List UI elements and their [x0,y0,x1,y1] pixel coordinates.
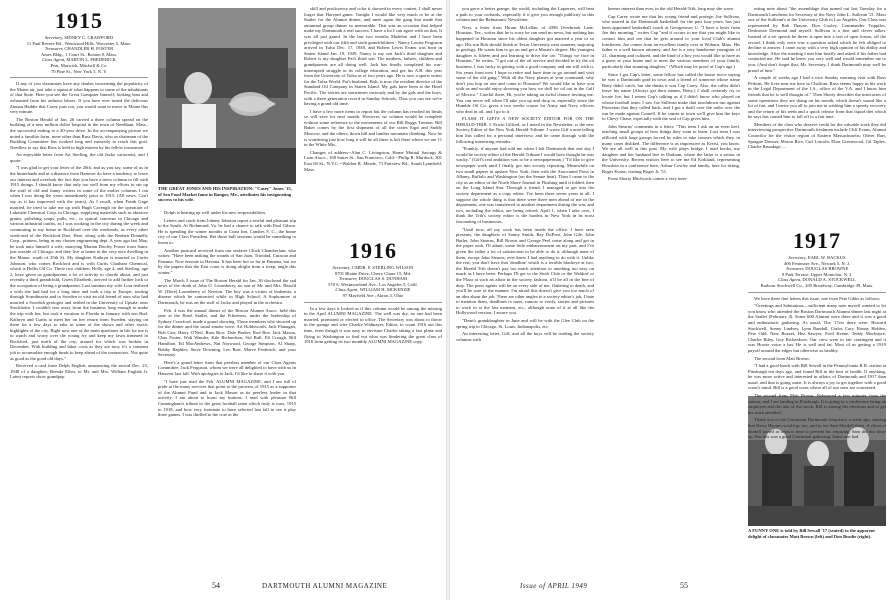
paragraph: In a few days it looked as if this column would be among the missing in the April ALUMNI MAGAZINE. The well was dry, no one had been married, promoted or elected to office. The Secretary was about to throw in the sponge and wire Charlie Widmayer, Editor, to count 1916 out this time, even though it was easy to envision Charlie taking a fast plane and flying to Washington to find out what was hindering the great class of 1916 from getting its two monthly ALUMNI MAGAZINE copy. [304,305,442,345]
issue-label: Issue of APRIL 1949 [520,582,588,590]
paragraph: The Boston Herald of Jan. 26 carried a three column spread on the building of a new million dollar hospital in the town of Needham, Mass., the successful ending to a 40-year drive. In the accompanying picture we noted a familiar form, none other than Russ Davis, who as chairman of the Building Committee has worked long and earnestly to reach this goal. Needless to say that Russ is held in high esteem by his fellow townsmen. [10,116,148,150]
officer-role: Class Agent, [778,277,803,283]
officer-role: Treasurer, [338,276,359,282]
officer-name: 8701 Blaine Drive, Chevy Chase 15, Md. [334,270,412,276]
paragraph: "Dean's granddaughter in June and will be with the Glee Club on the spring trip to Chicago, St. Louis, Indianapolis, etc. [456,318,594,329]
paragraph: I have a few more items to report but the column has reached its limits so will save for next month. However, no column would be complete without some reference to the movements of our Bill Ruggs Trenton. Bill Baker comes by the first shipment of all the crates Eqpt and Suddy Moscow, and the others, down hill and lumber mountain climbing. Now he is wondering just how long it will be all there is left there where we are 11 in the White Mts. [304,108,443,148]
officer-name: CMDR. F. STERLING WILSON [352,265,414,270]
left-column-3-bottom [304,236,442,556]
left-column-2 [158,210,296,550]
paragraph: Members of the class who deserve credit for the valuable work they did interviewing prospective Dartmouth freshmen include Cliff Evans, Alumni Councilor for the visitor region of Eastern Massachusetts; Oliver Barr, Sprague Dresser, Mason Rice, Carl Lincoln, Elias Greenwood, Gil Taplev, Charlie Brundage, ... [748,121,886,150]
officer-name: DOUGLAS S. DUNHAM [358,276,408,282]
class-year-1917: 1917 [793,228,841,253]
paragraph: Thank you to the Cincinnati Dartmouth frequency a week ago, sensing that Harry Haynes would go too, and to see Sam Mardell there. A client of Sardell joined in town is time to prevent his requiring. Sam did not show up. But this was a good Cincinnati gathering. Some one had [748,417,886,440]
class-notes-right-col3 [748,6,886,150]
paragraph: FLASH IT GIFTS A NEW SOCIETY EDITOR FOR ON THE HERALD-TRIB. J. Erwin Gilford, as I noted in the Newsletter, is the new Society Editor of the New York Herald-Tribune. I wrote Giff a note telling him this called for a personal interview, and he came through with the following interesting remarks: [456,116,594,144]
divider [10,77,148,78]
page-number-right: 55 [680,581,688,590]
paragraph: keener interest than ever, in the old Herald-Trib, long may she wave. [608,6,735,11]
divider [748,292,886,293]
officer-name: CHANDLER H. FOSTER [64,46,114,52]
officer-name: EARL W. BACKUS [807,255,846,260]
paragraph: From Shorty Hitchcock comes a very inter- [608,176,688,182]
officers-1916 [304,265,442,299]
officer-role: Treasurer, [785,266,806,272]
paragraph: An interesting letter, Giff, and all the boys will be reading the society columns with [456,331,594,342]
officer-name: Barbour Stockwell Co., 205 Broadway, Cambridge 39, Mass. [760,282,874,288]
paragraph: skill and proficiency and color it showed in every contest. I shall never forget that Harvard game. Tonight I would like very much to be at the Statler for the Alumni dinner, and meet again the gang that made that autumnal group dinner so memorable. That was an occasion that helped make my Dartmouth a real success. I have a lot I can agree with on that, It was all just grand. In the last two months Madelon and I have been privileged with our fifth and sixth grandchildren - Nancy Louise Ferguson arrived in Tulsa Dec. 17, 1948, and Robert Lewis Evans was born in Staten Island Jan. 19, 1949. Nancy is my son Jack's third daughter and Robert is my daughter Pat's third son. The mothers, fathers, children and grandparents are all doing well. Jack has finally completed his war-interrupted struggle in its college education, and got his A.B. this year from the University of Tulsa as of two years ago. He is now a sports writer for the Tulsa World. Pat's husband, Bob, is now the resident director of the Standard Oil Company in Staten Island. My gals have been at the Hotel Pacific. The stories are sometimes curiously and by the gals and the boys, with a three generation record in Sunday Schools, Thus you can see we're having a grand old time. [304,6,442,107]
page-gutter [446,0,450,600]
paragraph: Letters and cards from Johnny Johnson report a restful and pleasant trip to the South. At Richmond, Va. he had a chance to talk with Paul Gilson. He is spending the winter months at Coast Inn, Candies S. C., the home city of our Class President. Bet those bull sessions would be something to listen to. [158,217,296,245]
officer-name: Peat, Marwick, Mitchell & Co. [50,62,108,68]
paragraph: "I had a good lunch with Bill Sewall in the Pennsylvania R.R. station at Pittsburgh ten days ago, and found Bill in the best of health. If anything, he was more active and interested in affairs of Dartmouth and 1917 than usual, and that is going some. It is always a joy to get together with a good scout's mind. Bill is a good scout where all of our sons are concerned. [748,363,886,391]
paragraph: Received a card from Delph English, announcing the arrival Dec. 23, 1948 of a daughter, Brenda Ellen, to Mr. and Mrs. William English Jr. Latest reports show grandpop [10,363,148,380]
paragraph: Feb. 4 was the annual dinner of the Boston Alumni Assoc. held this year at the Hotel Statler, and the Fifteeners, under the leadership of Sydney Crawford, made a grand showing. Those members who showed up for the dinner and the usual smoke were: Art Holdsworth, Jack Flanagan, Bob Carr, Harry O'Neil, Russ Rice, Dale Barker, Rod Boe, Jack Mason, Chas Foster, Walt Wander, Kile Richardson, Sid Bull, Eli Crough, Bill Hamilton, Ed MacAndrews, Nat Norwood, George Simpson, Al Sharp, Bobby Raphlev, Steve Downing, Leo Burt, Marve Frederick, and your Secretary. [158,307,296,358]
photo-caption-left: THE GREAT JONES AND HIS INSPIRATION: "Casey" Jones '15, of Sea Food Market fame in Bangor, Me., attributes his invigorating success to his wife. [158,186,292,203]
paragraph: esting note about "the assemblage that turned out last Tuesday for a Dartmouth Luncheon for Secretary of the Navy John L. Sullivan '21. Mass one of the Sullivan's at the University Club in Los Angeles. Our Class was represented by Bob Thayne, Don Cooley, Commander Trippilos, Desbrosse Deemond and myself. Sullivan is a fine and clever talker. Instead of a set speech he threw it open into a sort of open forum, off the record. I think only once was a question asked which he felt obliged to decline to answer. I came away with a very high opinion of his ability and knowledge. After the meeting I met him briefly and asked if his father had contacted me. He said he knew you very well and would remember me to you. (And don't forget that, Mr. Secretary, I think Dartmouth may well be proud of him." [748,6,886,73]
paragraph: Another postcard received from our seafarer Chick Chamberlain, who writes: "Have been making the rounds of San Juan, Trinidad, Curacao and Panama. Now enroute to Havana. It has been hot so far in Panama, but we by the papers that the East coast is doing alright from a steep, angle this winter." [158,247,296,275]
paragraph: John Stearns' comments in a letter: "This term I ask on an even keel, teaching small groups of how things they want to learn. Last term I was afflicted with large groups forced by rules to take courses which they, in many cases disliked. The difference is as impressive as Kreisl, you know. We are all well at this post. My wife plays bridge, I read books, my daughter and her husband live in Durham, where the latter is a senior in the University. Recent visitors here to see me Ed Kirkland, representing Bowdoin in a conference here, Arthur Cowley and family, here for skiing, Roger Evans, visiting Roger Jr. '51. [602,123,740,174]
officer-name: 70 Pine St., New York 5, N. Y. [50,68,108,74]
paragraph: We have three fine letters this issue, one from Pete Gibbs as follows: [754,295,881,301]
paragraph: Next, a letter from Hiram McLellan, of 4396 Overbrook Lane, Houston, Tex., writes that he is sorry he can send no news, but nothing has happened in Houston since his oldest daughter got married a year or so ago. His son Bob should finish at Texas University next summer, majoring in geology. He wants him to go on and get a Master's degree. His youngest daughter is fifteen and just learning to drive the car. "Things we face in Houston," he writes, "I got out of the oil service and decided to try the oil business. I was lucky in getting with a good company and am still with it. Six years from now I hope to retire and have time to go around and visit some of the old gang." With all the Navy planes at your command, why don't you hop on one and come to Houston? We would like to have you with us and would enjoy showing you how we drill for oil out in the Gulf of Mexico." Careful there, Hi, you're taking an awful chance inviting me. You can never tell when I'll take you up and drop in, especially since the Humble Oil Co. gives a two weeks course for Army and Navy officers who deal in oil, and I go to it. [456,24,594,114]
officer-role: Secretary, [332,265,353,270]
right-column-3-bottom [748,226,886,440]
paragraph: An enjoyable letter from Art Sterling, the old Jacko cartoonist, and I quote: [10,152,148,163]
paragraph: "Frankly, if anyone had told me when I left Dartmouth that one day I would be society editor of the Herald Tribune I would have thought he was wacky." (Giff's real ambition was to be a newspaperman.) "I'd like to give newspaper work until I finally got into society reporting. Meanwhile on two small papers in upstate New York, then with the Associated Press in Albany, Buffalo and Washington (on the Senate beat). Then I came to the city as an editor of the North Shore Journal in Flushing until it folded, then on the Long Island Star. Through a friend, I managed to get into the society department as a copy editor. I've been there seven years in all. I suppose the whole thing is that there were three men ahead of me in the department, one was transferred to another department during the war, and two, including the editor, are being retired. April 1, when I take over, I think the Trib's society editor is the hardest in New York in its most fascinating of businesses. [456,146,594,224]
paragraph: "I was glad to get your letter of the 20th, and as you say, some of us in the hinterlands and at a distance from Hanover do have a tendency to leave our interest and overlook the fact that you have a news column to fill with 1915 doings. I should know that only too well from my efforts to stir up the stuff of old and funny writers in some of the earlier columns I ran when I was doing the years immediately prior to 1915. (All news. Can't say as it has improved with the years). As I recall, when Frank Gage married, he tried to take me up with Hugh Cavengh on the operation of Lakeside Chemical Corp. in Chicago, supplying materials such as abrasive grains, polishing soaps, pulls, etc., to optical concerns in Chicago and various industrial outfits, as I was working in the city during the week and commuting to my home in Rockford over the weekends, as every other week-end of the Rockford Dart. Here, along with the Reuben Donnelly Corp., printers, being in my chosen engineering dept. A year ago last May, he took unto himself a wife, marrying Marian Dooley Fraser from Saint, just outside of Chicago, and they live at home in the very nice dwelling in the Manor, south of 35th St. My daughter Kathryn is married to Curtis Johnson, who comes Rockford and is with Curtis Chatham Chemical, which is Hollis Oil Co. These two children, Holly, age 4, and Sterling, age 2, have given us grandparents a lot of activity to chortle about, and just recently a third grandchild, Gwen Elizabeth, arrived to add further luck to the occupation of being a grandparent. Last summer my wife Lora realized a wish she had had for a long time and took a trip to Europe, touring through Scandinavia and to Sweden to visit an old friend of ours who had married a Swedish geologist and settled in the University of Upsala, near Stockholm. I couldn't tear away from the business long enough to make the trip with her, but took a vacation to Florida in January with son Bud. Kathryn and Curtis to meet her on her return from Sweden, staying on there for a few days to take in some of the shows and other exotic highlights of the city. Right now one of the main questions in life for me is to watch and worry over the young fry and keep my lawn trimmed in Rockford, just north of the city, around for which was broken in December. With building and labor costs as they are now, it's a constant job to accumulate enough funds to keep ahead of the contractors. Not quite as good as the good old days." [10,165,148,361]
officer-role: Class Agent, [42,57,67,63]
officers-1915 [10,35,148,74]
right-column-1 [456,6,594,558]
paragraph: The second from Matt Brown: [754,355,810,361]
officer-name: 406 Fenimore Ave., Newark 5, N. J. [783,260,851,266]
paragraph: Here's a grand letter from that peerless member of our Class Agents Committee, Jack Ferguson, whom we were all delighted to have with us in Hanover last fall. With apologies to Jack, I'd like to share it with you. [158,359,296,377]
class-notes-1917 [748,296,886,440]
class-notes-right-col1 [456,6,594,342]
magazine-footer: DARTMOUTH ALUMNI MAGAZINE [262,582,388,590]
paragraph: Changes of address--Alan C. Livingston, Home Mutual Savings & Loan Assoc., 168 Sutter St., San Francisco, Calif.--Philip R. Murdock, 301 East 69 St., N.Y.C.--Waldon R. Meade, 73 Fairview Rd., South Lynnfield, Mass. [304,149,442,172]
paragraph: Since I got Cap's letter, some fellow has called the house twice saying he was a Dartmouth grad in town and a friend of someone whose name Betty didn't catch, but she thinks it was Cap Carey. Also, the caller didn't leave his name (Always get their names, Betty.) I shall certainly try to locate Joe, but I resent Cap's talking as if I didn't know who played on whose football team. I saw Joe Sullivan make that touchdown run against Princeton that they called back, and I got a thrill over the radio over the run he made against Cornell. If he comes to town we'll give him the keys to Chevy Chase, especially with the seal of Cap gives him. [602,71,740,122]
officer-name: 97 Mayfield Ave., Akron 3, Ohio [342,292,404,298]
officer-role: Secretary, [44,35,65,40]
photo-caption-right: A FUNNY ONE is told by Bill Sewall '17 (seated) to the apparent delight of classmates Matt Brown (left) and Don Brodie (right). [748,528,875,539]
paragraph: If any of you classmates have any doubts concerning the popularity of the Maine air, just take a squint at what happens to some of the inhabitants of that State. Here you see the Great Gompster himself, looking lean and exhausted from his arduous labors. If you have ever tasted the delicious Zinnan Haddie that Casey puts out, you would want to move to Maine this very minute. [10,81,148,115]
class-notes-col2 [158,210,296,418]
paragraph: Dolph is bearing up well under his new responsibilities. [164,210,267,215]
officer-name: DOUGLAS BROWNE [805,266,849,272]
officer-role: Class Agent, [335,287,360,293]
paragraph: Cap Carey wrote me that his young friend and protege, Joe Sullivan, who starred in the Dartmouth basketball for the past four years, has just been appointed basketball coach at Georgetown U. "I have a letter from Joe this morning," writes Cap "and it occurs to me that you might like to contact him and see that he gets around to your local Club's alumni luncheons. Joe comes from an excellent family over in Woburn, Mass. His father is a well known attorney, and Joe is a very handsome youngster of 21, charming and cultured, and the kind of a boy you would like to have as a guest at your home and to meet the various members of your family, particularly that stunning daughter." (Which may be proof of Cap's age.) [602,13,740,69]
officer-name: Ames Bldg., 1 Court St., Boston 8, Mass. [40,51,118,57]
class-notes-1916 [304,306,442,345]
photo-illustration [158,8,296,184]
officer-name: SIDNEY C. CRAWFORD [64,35,114,40]
class-officer-line [10,69,148,75]
paragraph: "Greetings and Salutations—sufficient many note myself wanted to let you know who attended the Boston Dartmouth Alumni dinner last night at the Statler (February 4). Some 600 Alumni were there and it was a good and enthusiastic gathering. As usual, The '17ers there were: Howard Stockwell, Sonny Lindsey, Lynn Randall, Carlos Cary, Ronny Holden, Pete Odd, Nate Buzzet, Hez Sawyer, Ford Keene, Teddy MacIntyre, Charlie Riley, Guy Richardson. Our crew were in fair contingent and it was Howie voice a hat. He is well and fat. Most of us getting a 1919 payoff around the edges but otherwise as healthy. [748,303,886,353]
left-column-3-top [304,6,442,234]
officer-name: 570 S. Westmoreland Ave., Los Angeles 5, Calif. [328,281,418,287]
left-column-1 [10,6,148,382]
class-officer-line [304,293,442,299]
class-notes-1915 [10,81,148,380]
class-year-1916: 1916 [349,238,397,263]
officer-name: 11 Paul Revere Rd., Westwood Hills. Worcester 5, Mass. [26,40,132,46]
class-year-1915: 1915 [55,8,103,33]
officer-name: WILLIAM H. MCKENZIE [359,287,411,293]
paragraph: "I have just read the Feb. ALUMNI MAGAZINE, and I am full of pride at the many services that point to the prowess of 1915 as a supporter of the Alumni Fund and to Jack Mason as its peerless leader in that activity. I am about to boast my buttons. I read with pleasure Bill Cunningham's tribute to the great football team which truly is ours, 1915 to 1918, and how very fortunate to have selected last fall to see it play three games. I was thrilled to the core at the [158,378,296,418]
divider [304,302,442,303]
officer-role: Treasurer, [44,46,65,52]
paragraph: you grow a better grange, the world, including the Lapierres, will beat a path to your orchards, especially if it give you enough publicity in this column and the Belmaranic Newsletter. [456,6,594,23]
right-column-2 [602,6,740,558]
officers-1917 [748,255,886,289]
class-officer-line [748,283,886,289]
paragraph: The second from Matt Brown. Rehearsed a few minutes from the station, and I am landing in Pittsburgh. It is going to a conference being an employee and the tide of the stock. Bill is among the elections and to get his work attended. [748,393,886,415]
paragraph: "Until now, all my work has been inside the office. I have seen presents, the daughters of Sonny Smith, Ray DuPont, John Gile, John Butler, John Stearns, Bill Brown and George Peel come along and get in the paper with, I'll admit, some little embarrassment on my part, and I've given the father a lot of satisfaction to be able to do it, although none of them, except John Stearns, ever knew I had anything to do with it. Unlike the rest, you don't have that 'deadline' which is a terrible blackeye at two, the Herald Trib doesn't pay too much attention to anything too easy on much as I have been. Perhaps I'll get to the Stork Club or the Waldorf or the Plaza at such an affair in the society fashion, it'll be all in the line of duty. The press agents will be on every side of me, flattering to death, and you'll be sure of the manner. I'm afraid this doesn't give you too much of an idea about the job. There are other angles to a society editor's job, I hate to mention them, deadlines to meet, rumors to verify, stories and pictures to work in at the last moment, etc., although none of it at all like the Hollywood version, I assure you. [456,226,594,316]
officer-role: Secretary, [788,255,808,260]
officer-name: DONALD A. STOCKWELL [802,277,856,283]
officer-name: MARTIN L. FREDERICK [66,57,116,63]
casey-jones-photo [158,8,296,184]
officer-name: 9 Park Terrace, Upper Montclair, N. J. [781,271,853,277]
paragraph: The March 5 issue of The Boston Herald for Jan. 30 disclosed the sad news of the death of John O. Lounsberry, no son of Mr. and Mrs. Harold W. (Dace) Lounsberry of Newton. The boy was a victim of leukemia, a disease which he contracted while in High School. A Sophomore at Dartmouth, he was on the staff of Jacko and played in the orchestra. [158,277,296,305]
class-notes-right-col2 [602,6,740,182]
right-column-3-top [748,6,886,222]
paragraph: A couple of weeks ago I had a nice Sunday morning visit with Russ Perkins. He lives near me here in Chalfont. Russ seems happy in his work in the Legal Department of the I.A., office of the V.A. and I know him friends that he is well thought of." Then Shorty describes the intricacies of some operations they are doing on his mouth, which doesn't sound like a lot of fun, and I invite you all to join me in wishing him a speedy recovery and the return of his teeth and a quick release from that liquid diet which he says has caused him to fall off to a fair tune. [748,75,886,120]
class-notes-col3 [304,6,442,172]
page-number-left: 54 [212,581,220,590]
